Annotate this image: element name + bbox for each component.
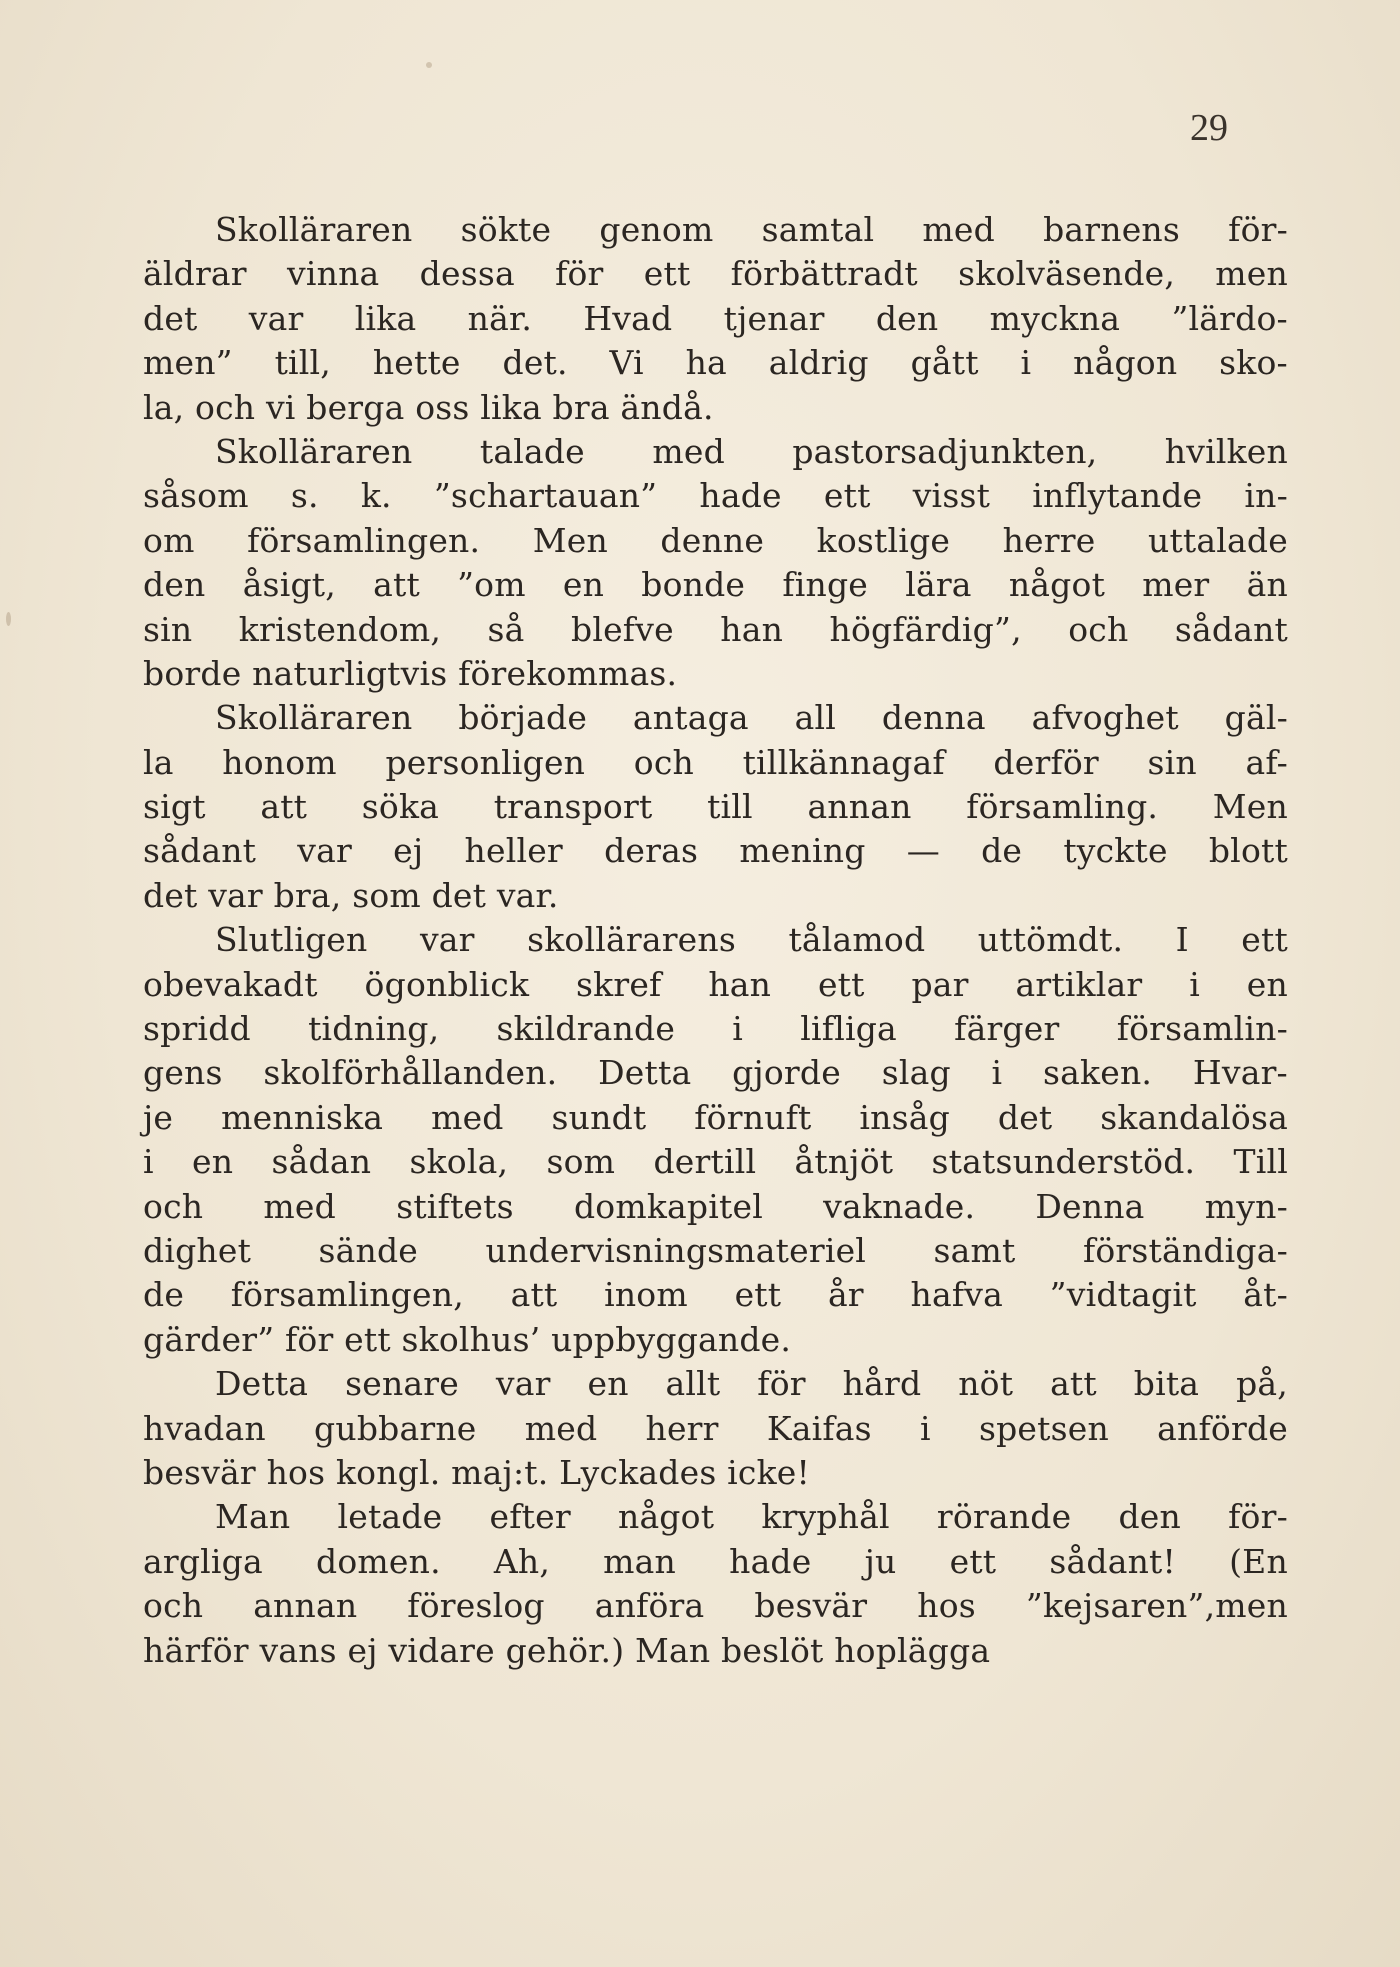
- text-line: [143, 874, 1288, 918]
- word: dighet: [143, 1230, 252, 1270]
- word: högfärdig”,: [829, 609, 1022, 649]
- word: Men: [532, 520, 608, 560]
- word: heller: [464, 831, 563, 871]
- word: sådant: [1174, 609, 1288, 649]
- word: uttalade: [1147, 520, 1288, 560]
- word: hvilken: [1164, 431, 1288, 471]
- text-line: [143, 785, 1288, 829]
- word: besvär: [143, 1452, 256, 1492]
- word: söka: [361, 787, 440, 827]
- word: man: [603, 1541, 676, 1581]
- word: och: [633, 742, 694, 782]
- word: hade: [699, 476, 782, 516]
- word: en: [587, 1364, 629, 1404]
- word: k.: [360, 476, 392, 516]
- word: det: [143, 298, 198, 338]
- word: föreslog: [407, 1586, 545, 1626]
- word: med: [431, 1097, 504, 1137]
- word: blott: [1208, 831, 1288, 871]
- word: in-: [1244, 476, 1288, 516]
- text-line: [143, 1229, 1288, 1273]
- word: uppbyggande.: [551, 1319, 792, 1359]
- word: annan: [253, 1586, 358, 1626]
- word: gens: [143, 1053, 223, 1093]
- word: inflytande: [1032, 476, 1203, 516]
- word: vinna: [287, 254, 380, 294]
- text-line: [143, 474, 1288, 518]
- word: så: [487, 609, 525, 649]
- word: la: [143, 742, 174, 782]
- word: år: [827, 1275, 864, 1315]
- word: Detta: [598, 1053, 692, 1093]
- word: något: [617, 1497, 715, 1537]
- word: förbättradt: [730, 254, 918, 294]
- paper-speck: [6, 612, 11, 626]
- word: dessa: [419, 254, 515, 294]
- word: skref: [576, 964, 662, 1004]
- word: (En: [1229, 1541, 1288, 1581]
- word: deras: [604, 831, 699, 871]
- word: de: [981, 831, 1023, 871]
- word: tillkännagaf: [742, 742, 945, 782]
- word: annan: [807, 787, 912, 827]
- word: Skolläraren: [215, 431, 413, 471]
- word: af-: [1245, 742, 1288, 782]
- word: om: [143, 520, 195, 560]
- word: tidning,: [308, 1009, 440, 1049]
- word: en: [1246, 964, 1288, 1004]
- word: ”vidtagit: [1049, 1275, 1197, 1315]
- word: I: [1175, 920, 1189, 960]
- word: besvär: [754, 1586, 868, 1626]
- word: berga: [306, 387, 405, 427]
- word: förständiga-: [1082, 1230, 1288, 1270]
- text-line: [143, 1318, 1288, 1362]
- word: icke!: [727, 1452, 810, 1492]
- word: hoplägga: [834, 1630, 991, 1670]
- word: vidare: [388, 1630, 495, 1670]
- paragraph: [143, 1362, 1288, 1495]
- word: borde: [143, 653, 242, 693]
- word: Lyckades: [559, 1452, 717, 1492]
- word: sin: [1147, 742, 1197, 782]
- word: kostlige: [816, 520, 951, 560]
- word: herre: [1002, 520, 1096, 560]
- word: sundt: [551, 1097, 647, 1137]
- word: gått: [910, 343, 979, 383]
- word: —: [906, 831, 940, 871]
- word: Slutligen: [215, 920, 368, 960]
- word: blefve: [571, 609, 674, 649]
- word: för-: [1228, 1497, 1288, 1537]
- word: genom: [599, 210, 714, 249]
- word: artiklar: [1015, 964, 1143, 1004]
- word: gehör.): [505, 1630, 625, 1670]
- body-text: [143, 208, 1288, 1673]
- word: församlin-: [1116, 1009, 1288, 1049]
- word: att: [1050, 1364, 1097, 1404]
- word: dertill: [653, 1142, 757, 1182]
- word: skandalösa: [1100, 1097, 1288, 1137]
- word: ett: [1241, 920, 1288, 960]
- word: när.: [467, 298, 533, 338]
- word: senare: [345, 1364, 459, 1404]
- word: undervisningsmateriel: [485, 1230, 867, 1270]
- word: spetsen: [978, 1408, 1109, 1448]
- word: vaknade.: [823, 1186, 976, 1226]
- word: sigt: [143, 787, 206, 827]
- page-number: 29: [1190, 107, 1228, 149]
- word: menniska: [221, 1097, 384, 1137]
- text-line: [143, 1407, 1288, 1451]
- word: var: [248, 298, 304, 338]
- word: med: [922, 210, 995, 249]
- word: ”schartauan”: [433, 476, 658, 516]
- word: skolförhållanden.: [263, 1053, 558, 1093]
- word: hos: [266, 1452, 326, 1492]
- word: Hvad: [583, 298, 673, 338]
- word: ett: [344, 1319, 391, 1359]
- text-line: [143, 1140, 1288, 1184]
- word: på,: [1236, 1364, 1288, 1404]
- word: ”kejsaren”,men: [1025, 1586, 1288, 1626]
- word: bra: [552, 387, 610, 427]
- word: började: [458, 698, 588, 738]
- text-line: [143, 1540, 1288, 1584]
- word: var: [419, 920, 475, 960]
- word: anföra: [594, 1586, 705, 1626]
- word: Kaifas: [766, 1408, 872, 1448]
- word: och: [195, 387, 256, 427]
- word: talade: [479, 431, 585, 471]
- word: något: [1008, 565, 1106, 605]
- word: la,: [143, 387, 185, 427]
- word: men”: [143, 343, 233, 383]
- word: gärder”: [143, 1319, 275, 1359]
- word: allt: [665, 1364, 721, 1404]
- word: färger: [954, 1009, 1060, 1049]
- word: förekommas.: [458, 653, 678, 693]
- word: Ah,: [493, 1541, 551, 1581]
- text-line: [143, 208, 1288, 252]
- word: sådant: [143, 831, 257, 871]
- word: lika: [480, 387, 542, 427]
- word: den: [1118, 1497, 1181, 1537]
- word: inom: [604, 1275, 688, 1315]
- word: än: [1246, 565, 1288, 605]
- word: i: [919, 1408, 931, 1448]
- paragraph: [143, 918, 1288, 1362]
- word: oss: [415, 387, 470, 427]
- word: Vi: [609, 343, 644, 383]
- word: han: [720, 609, 784, 649]
- paragraph: [143, 1495, 1288, 1673]
- word: barnens: [1043, 210, 1181, 249]
- word: skollärarens: [527, 920, 737, 960]
- word: ”lärdo-: [1171, 298, 1288, 338]
- word: som: [352, 875, 421, 915]
- word: spridd: [143, 1009, 251, 1049]
- word: bonde: [641, 565, 746, 605]
- word: lära: [905, 565, 972, 605]
- word: i: [1189, 964, 1200, 1004]
- word: rörande: [936, 1497, 1072, 1537]
- text-line: [143, 519, 1288, 563]
- word: insåg: [859, 1097, 950, 1137]
- text-line: [143, 696, 1288, 740]
- word: åtnjöt: [794, 1142, 894, 1182]
- word: ej: [347, 1630, 378, 1670]
- text-line: [143, 918, 1288, 962]
- text-line: [143, 1273, 1288, 1317]
- word: till: [707, 787, 753, 827]
- word: härför: [143, 1630, 249, 1670]
- word: i: [732, 1009, 744, 1049]
- word: och: [143, 1586, 204, 1626]
- word: s.: [290, 476, 319, 516]
- word: var: [297, 831, 352, 871]
- text-line: [143, 430, 1288, 474]
- word: samt: [933, 1230, 1016, 1270]
- text-line: [143, 1362, 1288, 1406]
- word: lika: [354, 298, 417, 338]
- text-line: [143, 963, 1288, 1007]
- word: gäl-: [1224, 698, 1288, 738]
- word: att: [510, 1275, 558, 1315]
- word: Hvar-: [1192, 1053, 1288, 1093]
- text-line: [143, 652, 1288, 696]
- word: par: [911, 964, 969, 1004]
- word: honom: [222, 742, 337, 782]
- word: sko-: [1219, 343, 1288, 383]
- word: det.: [502, 343, 568, 383]
- paragraph: [143, 208, 1288, 430]
- word: hette: [372, 343, 461, 383]
- word: derför: [993, 742, 1099, 782]
- word: i: [1020, 343, 1032, 383]
- word: ändå.: [620, 387, 714, 427]
- word: ju: [864, 1541, 897, 1581]
- word: finge: [782, 565, 869, 605]
- word: uttömdt.: [977, 920, 1124, 960]
- word: skolhus’: [401, 1319, 541, 1359]
- paper-speck: [426, 62, 432, 68]
- word: den: [875, 298, 939, 338]
- word: anförde: [1157, 1408, 1288, 1448]
- text-line: [143, 1495, 1288, 1539]
- word: men: [1215, 254, 1288, 294]
- word: sin: [143, 609, 193, 649]
- word: ett: [817, 964, 865, 1004]
- word: gubbarne: [314, 1408, 477, 1448]
- word: myckna: [989, 298, 1121, 338]
- word: det: [997, 1097, 1053, 1137]
- word: åt-: [1243, 1275, 1288, 1315]
- word: för: [757, 1364, 806, 1404]
- word: Man: [215, 1497, 291, 1537]
- word: i: [143, 1142, 154, 1182]
- word: je: [143, 1097, 174, 1137]
- word: obevakadt: [143, 964, 318, 1004]
- word: visst: [912, 476, 991, 516]
- word: i: [991, 1053, 1003, 1093]
- word: mer: [1142, 565, 1210, 605]
- word: afvoghet: [1031, 698, 1179, 738]
- word: ett: [734, 1275, 782, 1315]
- word: Skolläraren: [215, 698, 413, 738]
- word: det: [431, 875, 487, 915]
- text-line: [143, 1096, 1288, 1140]
- word: var.: [496, 875, 559, 915]
- word: gjorde: [732, 1053, 841, 1093]
- word: lifliga: [800, 1009, 897, 1049]
- word: skola,: [409, 1142, 509, 1182]
- word: såsom: [143, 476, 249, 516]
- word: kongl.: [335, 1452, 441, 1492]
- word: myn-: [1204, 1186, 1288, 1226]
- word: tjenar: [723, 298, 825, 338]
- word: med: [263, 1186, 336, 1226]
- word: Men: [1212, 787, 1288, 827]
- word: denne: [660, 520, 765, 560]
- word: Till: [1233, 1142, 1288, 1182]
- word: och: [143, 1186, 204, 1226]
- word: de: [143, 1275, 185, 1315]
- word: hafva: [910, 1275, 1003, 1315]
- word: att: [373, 565, 420, 605]
- word: vans: [259, 1630, 337, 1670]
- paragraph: [143, 696, 1288, 918]
- word: någon: [1073, 343, 1178, 383]
- paragraph: [143, 430, 1288, 696]
- text-line: [143, 1629, 1288, 1673]
- word: pastorsadjunkten,: [792, 431, 1098, 471]
- word: slag: [881, 1053, 951, 1093]
- word: med: [652, 431, 725, 471]
- word: naturligtvis: [252, 653, 448, 693]
- word: åsigt,: [242, 565, 336, 605]
- word: antaga: [632, 698, 749, 738]
- word: tyckte: [1063, 831, 1168, 871]
- word: Detta: [215, 1364, 309, 1404]
- word: förnuft: [694, 1097, 812, 1137]
- word: all: [794, 698, 837, 738]
- word: hos: [917, 1586, 976, 1626]
- word: vi: [265, 387, 296, 427]
- word: ett: [949, 1541, 997, 1581]
- text-line: [143, 341, 1288, 385]
- text-line: [143, 1051, 1288, 1095]
- text-line: [143, 741, 1288, 785]
- word: församlingen.: [247, 520, 481, 560]
- word: församling.: [966, 787, 1159, 827]
- word: ”om: [457, 565, 526, 605]
- word: kristendom,: [238, 609, 442, 649]
- word: samtal: [761, 210, 875, 249]
- word: ett: [643, 254, 691, 294]
- word: statsunderstöd.: [931, 1142, 1196, 1182]
- word: nöt: [958, 1364, 1014, 1404]
- word: transport: [493, 787, 653, 827]
- word: saken.: [1043, 1053, 1153, 1093]
- word: att: [260, 787, 308, 827]
- word: för-: [1228, 210, 1288, 249]
- word: ögonblick: [364, 964, 530, 1004]
- word: hård: [842, 1364, 922, 1404]
- word: församlingen,: [230, 1275, 464, 1315]
- word: denna: [881, 698, 986, 738]
- text-line: [143, 1185, 1288, 1229]
- word: en: [562, 565, 605, 605]
- word: hvadan: [143, 1408, 266, 1448]
- text-line: [143, 386, 1288, 430]
- word: tålamod: [788, 920, 926, 960]
- word: var: [495, 1364, 551, 1404]
- word: var: [208, 875, 263, 915]
- word: Skolläraren: [215, 210, 413, 249]
- word: och: [1068, 609, 1129, 649]
- word: ej: [393, 831, 424, 871]
- word: Denna: [1035, 1186, 1145, 1226]
- word: han: [708, 964, 772, 1004]
- text-line: [143, 563, 1288, 607]
- text-line: [143, 252, 1288, 296]
- word: den: [143, 565, 206, 605]
- word: efter: [489, 1497, 571, 1537]
- word: domen.: [316, 1541, 441, 1581]
- word: mening: [739, 831, 866, 871]
- word: en: [192, 1142, 234, 1182]
- word: skolväsende,: [958, 254, 1176, 294]
- word: skildrande: [496, 1009, 676, 1049]
- word: herr: [645, 1408, 719, 1448]
- word: letade: [337, 1497, 443, 1537]
- word: maj:t.: [451, 1452, 549, 1492]
- word: hade: [729, 1541, 812, 1581]
- word: sådan: [271, 1142, 372, 1182]
- word: sådant!: [1049, 1541, 1176, 1581]
- word: för: [284, 1319, 334, 1359]
- word: sökte: [460, 210, 552, 249]
- word: äldrar: [143, 254, 247, 294]
- word: argliga: [143, 1541, 263, 1581]
- word: personligen: [385, 742, 586, 782]
- word: stiftets: [396, 1186, 514, 1226]
- word: sände: [318, 1230, 419, 1270]
- text-line: [143, 1451, 1288, 1495]
- text-line: [143, 1007, 1288, 1051]
- word: ha: [685, 343, 727, 383]
- word: med: [524, 1408, 598, 1448]
- word: kryphål: [761, 1497, 890, 1537]
- text-line: [143, 297, 1288, 341]
- word: det: [143, 875, 198, 915]
- word: för: [555, 254, 604, 294]
- text-line: [143, 608, 1288, 652]
- text-line: [143, 1584, 1288, 1628]
- text-line: [143, 829, 1288, 873]
- word: aldrig: [768, 343, 869, 383]
- word: domkapitel: [573, 1186, 763, 1226]
- word: ett: [823, 476, 871, 516]
- word: bita: [1133, 1364, 1200, 1404]
- word: till,: [274, 343, 331, 383]
- word: beslöt: [721, 1630, 824, 1670]
- word: som: [546, 1142, 616, 1182]
- word: bra,: [273, 875, 342, 915]
- word: Man: [634, 1630, 711, 1670]
